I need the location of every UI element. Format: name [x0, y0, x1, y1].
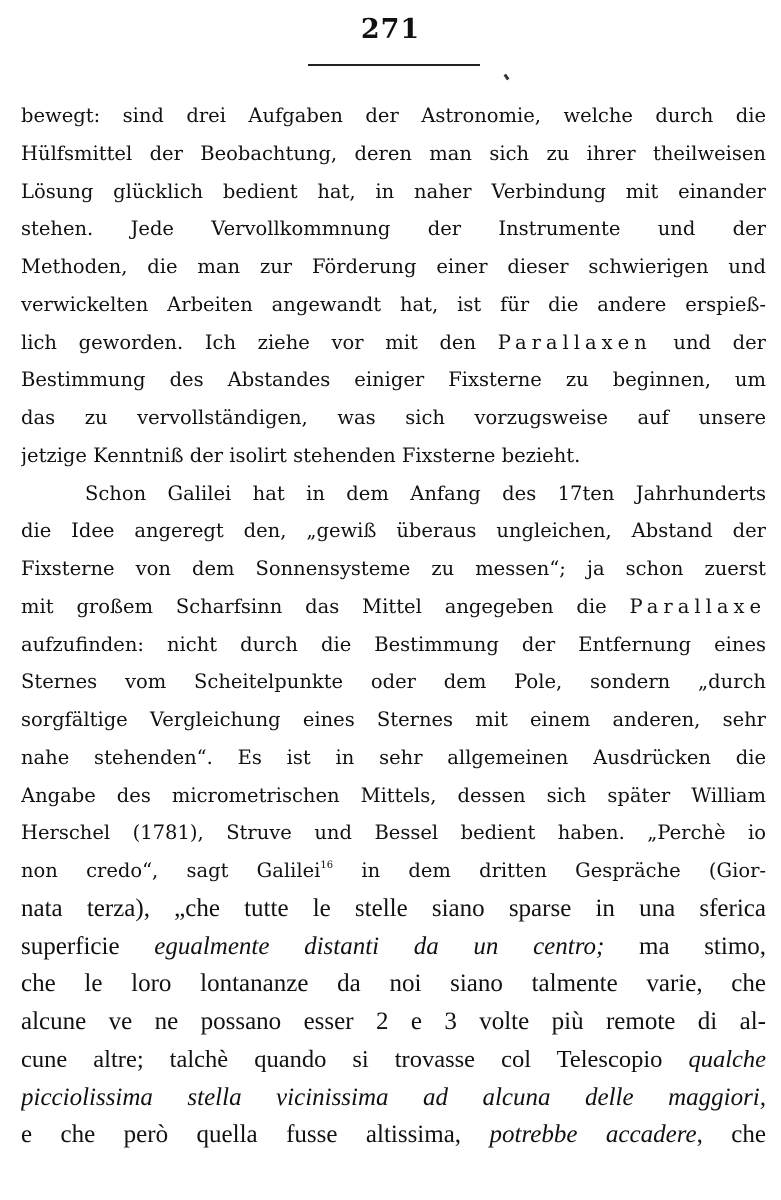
footnote-marker: 16 — [320, 860, 334, 871]
text-line — [21, 1079, 766, 1117]
text-line: alcune ve ne possano esser 2 e 3 volte più remote di al- — [21, 1008, 766, 1035]
text-line: verwickelten Arbeiten angewandt hat, ist für die andere erspieß- — [21, 292, 766, 316]
page-number: 271 — [360, 14, 421, 45]
body-text — [21, 97, 766, 1154]
text-line: nata terza), „che tutte le stelle siano sparse in una sferica — [21, 894, 766, 922]
text-line: Angabe des micrometrischen Mittels, dessen sich später William — [21, 783, 766, 807]
text-line: die Idee angeregt den, „gewiß überaus ungleichen, Abstand der — [21, 519, 766, 543]
text-line: Bestimmung des Abstandes einiger Fixsterne zu beginnen, um — [21, 368, 766, 392]
text-line: sorgfältige Vergleichung eines Sternes mit einem anderen, sehr — [21, 708, 766, 731]
spaced-emphasis: Parallaxen — [497, 330, 652, 354]
italic-phrase: picciolissima stella vicinissima ad alcuna delle maggiori, — [21, 1083, 766, 1111]
text-line: Lösung glücklich bedient hat, in naher Verbindung mit einander — [21, 179, 766, 203]
text-line: aufzufinden: nicht durch die Bestimmung der Entfernung eines — [21, 632, 766, 656]
text-line: Fixsterne von dem Sonnensysteme zu messen“; ja schon zuerst — [21, 557, 766, 580]
italic-phrase: egualmente distanti da un centro; — [154, 932, 605, 960]
text-line: lich geworden. Ich ziehe vor mit den Parallaxen und der — [21, 330, 766, 354]
text-line: nahe stehenden“. Es ist in sehr allgemeinen Ausdrücken die — [21, 745, 766, 769]
text-line: jetzige Kenntniß der isolirt stehenden Fixsterne bezieht. — [21, 443, 581, 467]
text-line: mit großem Scharfsinn das Mittel angegeben die Parallaxe — [21, 594, 766, 618]
text-line: che le loro lontananze da noi siano talmente varie, che — [21, 970, 766, 998]
text-line: stehen. Jede Vervollkommnung der Instrumente und der — [21, 217, 766, 241]
italic-phrase: qualche — [688, 1045, 766, 1073]
text-line: Hülfsmittel der Beobachtung, deren man sich zu ihrer theilweisen — [21, 141, 766, 165]
text-line: e che però quella fusse altissima, potrebbe accadere, che — [21, 1121, 766, 1149]
text-line: bewegt: sind drei Aufgaben der Astronomie, welche durch die — [21, 104, 766, 127]
text-line: Methoden, die man zur Förderung einer dieser schwierigen und — [21, 255, 766, 278]
text-line: non credo“, sagt Galilei$^{16}$ in dem dritten Gespräche (Gior- — [21, 859, 766, 882]
text-line: das zu vervollständigen, was sich vorzugsweise auf unsere — [21, 406, 766, 429]
text-line: superficie egualmente distanti da un centro; ma stimo, — [21, 932, 766, 960]
italic-phrase: potrebbe accadere — [489, 1121, 697, 1149]
text-line: Herschel (1781), Struve und Bessel bedient haben. „Perchè io — [21, 821, 766, 845]
text-line: Schon Galilei hat in dem Anfang des 17ten Jahrhunderts — [85, 481, 766, 505]
text-line: Sternes vom Scheitelpunkte oder dem Pole, sondern „durch — [21, 670, 766, 694]
print-mark — [504, 74, 510, 81]
header-rule — [308, 64, 480, 66]
text-line: cune altre; talchè quando si trovasse col Telescopio qualche — [21, 1045, 766, 1073]
spaced-emphasis: Parallaxe — [629, 594, 766, 618]
